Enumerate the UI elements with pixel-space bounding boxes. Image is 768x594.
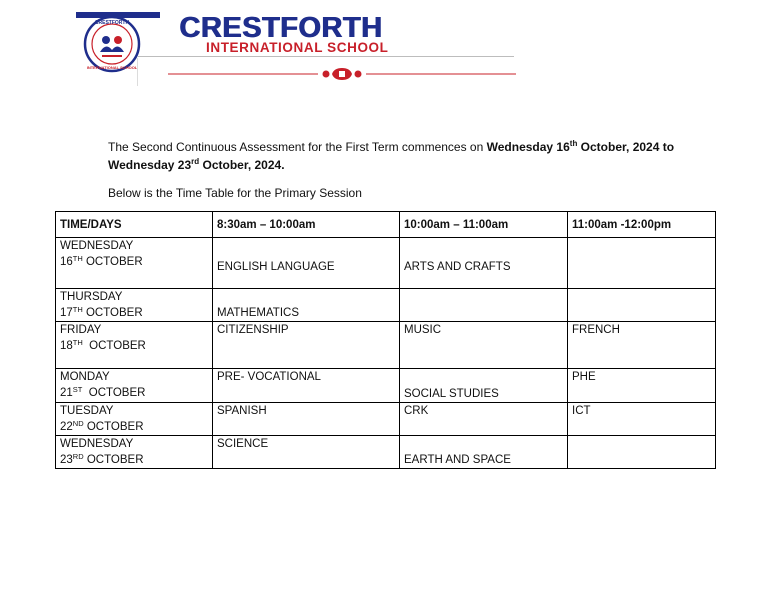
table-row: [56, 369, 716, 403]
subject-cell: ENGLISH LANGUAGE: [213, 238, 400, 289]
table-row: [56, 238, 716, 289]
subject-cell: SPANISH: [213, 403, 400, 436]
day-name: WEDNESDAY: [60, 240, 134, 252]
subject-cell: FRENCH: [568, 322, 716, 369]
day-month: OCTOBER: [83, 454, 144, 466]
svg-text:CRESTFORTH: CRESTFORTH: [94, 20, 130, 26]
assessment-intro: [108, 138, 708, 174]
day-date-suffix: TH: [72, 254, 83, 263]
table-row: [56, 289, 716, 322]
subject-cell: PHE: [568, 369, 716, 403]
day-date: 21: [60, 387, 73, 399]
day-cell: [56, 403, 213, 436]
table-row: [56, 436, 716, 469]
header-slot-2: 10:00am – 11:00am: [400, 212, 568, 238]
end-date-rest: October, 2024.: [199, 158, 285, 172]
day-name: MONDAY: [60, 371, 110, 383]
school-crest-logo: [76, 12, 160, 74]
day-date: 16: [60, 256, 73, 268]
header-divider: [137, 58, 138, 86]
day-cell: [56, 369, 213, 403]
day-month: OCTOBER: [83, 421, 144, 433]
day-name: WEDNESDAY: [60, 438, 134, 450]
subject-cell: PRE- VOCATIONAL: [213, 369, 400, 403]
day-date: 18: [60, 340, 73, 352]
day-cell: [56, 436, 213, 469]
subject-cell: EARTH AND SPACE: [400, 436, 568, 469]
subject-cell: ARTS AND CRAFTS: [400, 238, 568, 289]
subject-cell: MUSIC: [400, 322, 568, 369]
day-date-suffix: TH: [72, 338, 83, 347]
day-cell: [56, 289, 213, 322]
day-month: OCTOBER: [82, 340, 146, 352]
subject-cell: ICT: [568, 403, 716, 436]
table-row: [56, 322, 716, 369]
day-date-suffix: TH: [72, 305, 83, 314]
start-date-suffix: th: [569, 139, 578, 148]
day-cell: [56, 322, 213, 369]
subject-cell: [568, 436, 716, 469]
school-name: CRESTFORTH: [179, 12, 383, 44]
start-date: Wednesday 16: [486, 140, 570, 154]
day-date-suffix: ST: [72, 385, 83, 394]
letterhead: [76, 10, 516, 90]
day-date: 22: [60, 421, 73, 433]
end-date-suffix: rd: [191, 157, 200, 166]
header-time-days: TIME/DAYS: [56, 212, 213, 238]
day-name: FRIDAY: [60, 324, 102, 336]
timetable-caption: Below is the Time Table for the Primary Session: [108, 186, 362, 200]
subject-cell: [568, 289, 716, 322]
header-slot-1: 8:30am – 10:00am: [213, 212, 400, 238]
header-slot-3: 11:00am -12:00pm: [568, 212, 716, 238]
day-cell: [56, 238, 213, 289]
subject-cell: MATHEMATICS: [213, 289, 400, 322]
start-date-rest: October, 2024 to: [577, 140, 675, 154]
timetable-header-row: [56, 212, 716, 238]
subject-cell: [400, 289, 568, 322]
day-name: THURSDAY: [60, 291, 123, 303]
subject-cell: CITIZENSHIP: [213, 322, 400, 369]
flourish-ornament-icon: [168, 66, 516, 82]
day-name: TUESDAY: [60, 405, 114, 417]
day-month: OCTOBER: [82, 387, 146, 399]
subject-cell: SOCIAL STUDIES: [400, 369, 568, 403]
day-month: OCTOBER: [82, 256, 143, 268]
svg-text:INTERNATIONAL SCHOOL: INTERNATIONAL SCHOOL: [86, 65, 138, 70]
timetable: [55, 211, 716, 469]
day-month: OCTOBER: [82, 307, 143, 319]
subject-cell: [568, 238, 716, 289]
day-date-suffix: ND: [72, 419, 84, 428]
subject-cell: SCIENCE: [213, 436, 400, 469]
school-subtitle: INTERNATIONAL SCHOOL: [206, 40, 389, 55]
day-date: 17: [60, 307, 73, 319]
day-date: 23: [60, 454, 73, 466]
subject-cell: CRK: [400, 403, 568, 436]
end-date: Wednesday 23: [108, 158, 192, 172]
intro-text: The Second Continuous Assessment for the First Term commences on: [108, 140, 487, 154]
table-row: [56, 403, 716, 436]
day-date-suffix: RD: [72, 452, 84, 461]
header-rule: [138, 56, 514, 57]
